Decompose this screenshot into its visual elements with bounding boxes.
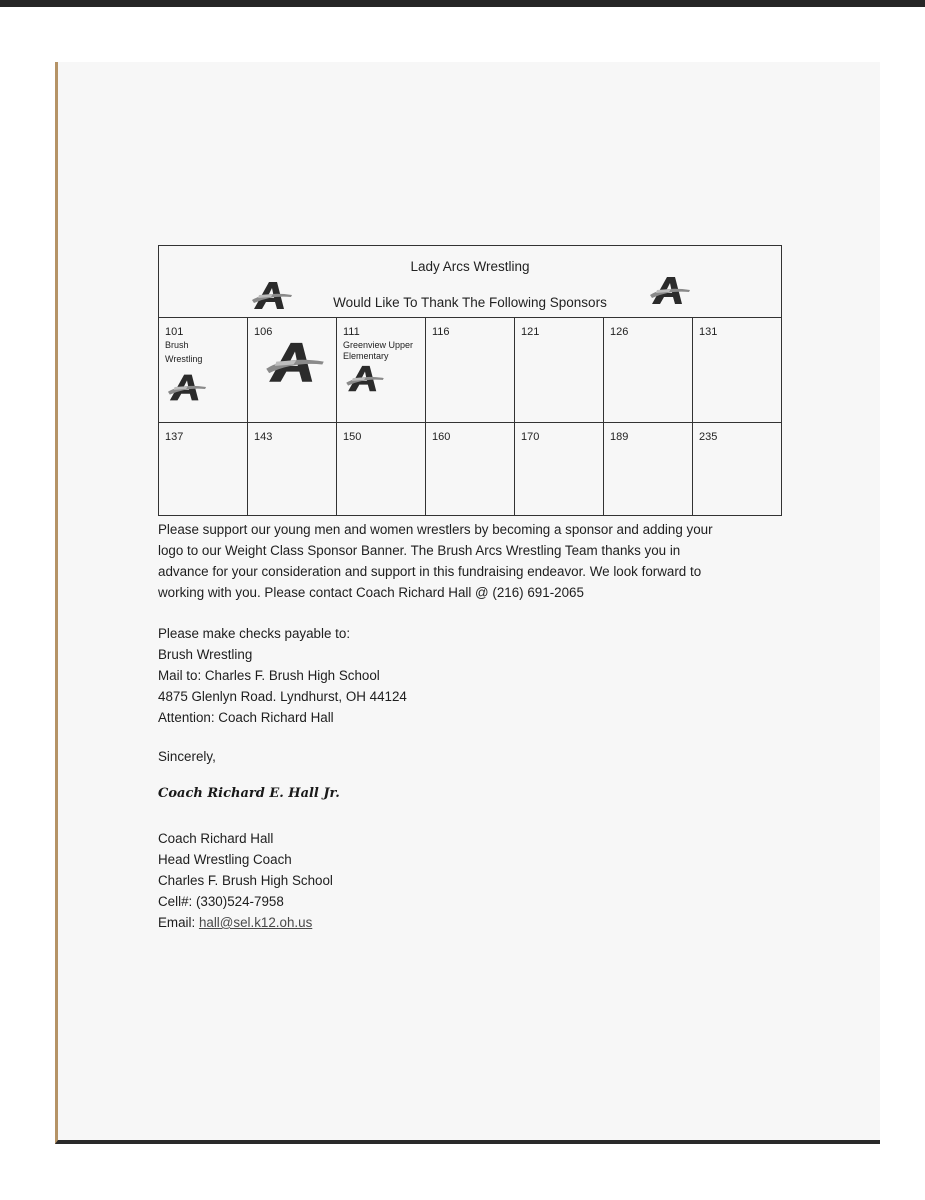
sponsor-name: Greenview Upper [343,340,414,350]
weight-cell [604,423,693,516]
weight-cell [426,318,515,423]
weight-cell [515,423,604,516]
sponsor-name: Elementary [343,351,389,361]
weight-cell [248,318,337,423]
email-label: Email: [158,915,199,930]
weight-row-1 [159,318,782,423]
signature: Coach Richard E. Hall Jr. [158,786,340,801]
arcs-logo-icon [649,275,691,307]
payment-line: 4875 Glenlyn Road. Lyndhurst, OH 44124 [158,689,407,704]
weight-row-2 [159,423,782,516]
weight-number: 189 [610,431,629,443]
weight-number: 121 [521,326,540,338]
banner-title: Lady Arcs Wrestling [410,259,530,274]
weight-number: 126 [610,326,629,338]
weight-number: 106 [254,326,273,338]
top-edge [0,0,925,7]
weight-cell [604,318,693,423]
weight-number: 116 [432,326,450,338]
email-row [158,912,333,933]
weight-number: 170 [521,431,540,443]
payment-instructions [158,623,407,728]
arcs-logo-icon [167,372,207,404]
banner-subtitle: Would Like To Thank The Following Sponsors [333,295,607,310]
banner-header [159,246,782,318]
payment-line: Please make checks payable to: [158,626,351,641]
contact-line: Charles F. Brush High School [158,873,333,888]
closing: Sincerely, [158,749,216,764]
payment-line: Brush Wrestling [158,647,253,662]
arcs-logo-icon [345,364,385,394]
weight-number: 111 [343,326,360,338]
payment-line: Mail to: Charles F. Brush High School [158,668,380,683]
paragraph-line: Please support our young men and women wrestlers by becoming a sponsor and adding your [158,522,713,537]
weight-cell [159,423,248,516]
contact-line: Head Wrestling Coach [158,852,292,867]
payment-line: Attention: Coach Richard Hall [158,710,334,725]
weight-number: 131 [699,326,718,338]
sponsor-table [158,245,782,516]
weight-number: 235 [699,431,718,443]
weight-cell [159,318,248,423]
weight-number: 150 [343,431,362,443]
weight-cell [337,423,426,516]
weight-cell [337,318,426,423]
weight-number: 101 [165,326,184,338]
contact-block [158,828,333,933]
paragraph-line: advance for your consideration and support in this fundraising endeavor. We look forward to [158,564,702,579]
scanned-document [55,62,880,1144]
paragraph-line: working with you. Please contact Coach Richard Hall @ (216) 691-2065 [158,585,584,600]
weight-cell [693,423,782,516]
paragraph-line: logo to our Weight Class Sponsor Banner. The Brush Arcs Wrestling Team thanks you in [158,543,681,558]
sponsor-name: Brush [165,340,189,350]
weight-cell [693,318,782,423]
weight-number: 160 [432,431,451,443]
arcs-logo-icon [258,340,332,386]
contact-line: Coach Richard Hall [158,831,274,846]
weight-cell [426,423,515,516]
weight-number: 143 [254,431,273,443]
contact-line: Cell#: (330)524-7958 [158,894,284,909]
appeal-paragraph [158,519,798,603]
sponsor-name: Wrestling [165,354,203,364]
email-link[interactable]: hall@sel.k12.oh.us [198,915,313,930]
weight-cell [248,423,337,516]
weight-number: 137 [165,431,184,443]
weight-cell [515,318,604,423]
